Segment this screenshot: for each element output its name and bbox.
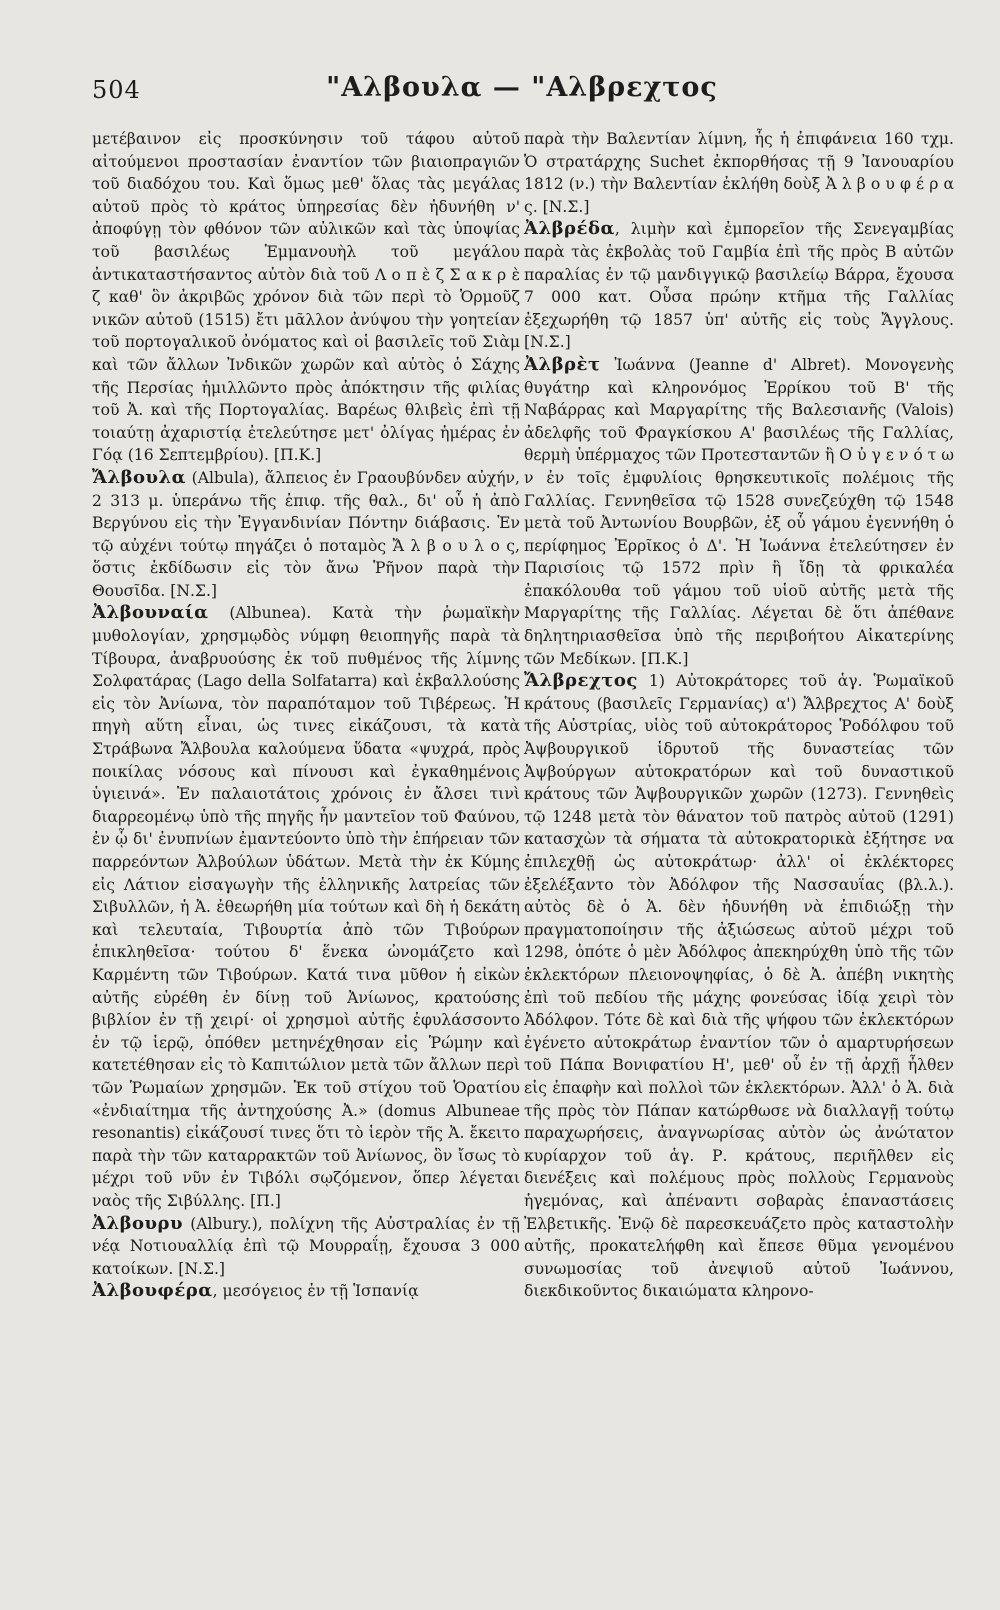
page-header [92,72,952,112]
entry-albunea [92,602,520,1212]
entry-text: , μεσόγειος ἐν τῇ Ἱσπανίᾳ [212,1282,419,1301]
entry-albreda [524,218,954,354]
entry-text: μετέβαινον εἰς προσκύνησιν τοῦ τάφου αὐτοῦ αἰτούμενοι προστασίαν ἐναντίον τῶν βιαιοπραγιῶν τοῦ διαδόχου του. Καὶ ὅμως μεθ' ὅλας τὰς μεγάλας αὐτοῦ πρὸς τὸ κράτος ὑπηρεσίας δὲν ἠδυνήθη ν' ἀποφύγῃ τὸν φθόνον τῶν αὐλικῶν καὶ τὰς ὑποψίας τοῦ βασιλέως Ἐμμανουὴλ τοῦ μεγάλου ἀντικαταστήσαντος αὐτὸν διὰ τοῦ Λ ο π ὲ ζ Σ α κ ρ ὲ ζ καθ' ὃν ἀκριβῶς χρόνον διὰ τῶν περὶ τὸ Ὁρμοῦζ νικῶν αὐτοῦ (1515) ἔτι μᾶλλον ἀνύψου τὴν γοητείαν τοῦ πορτογαλικοῦ ὀνόματος καὶ οἱ βασιλεῖς τοῦ Σιὰμ καὶ τῶν ἄλλων Ἰνδικῶν χωρῶν καὶ αὐτὸς ὁ Σάχης τῆς Περσίας ἡμιλλῶντο πρὸς ἀπόκτησιν τῆς φιλίας τοῦ Ἀ. καὶ τῆς Πορτογαλίας. Βαρέως θλιβεὶς ἐπὶ τῇ τοιαύτῃ ἀχαριστίᾳ ἐτελεύτησε μετ' ὀλίγας ἡμέρας ἐν Γόᾳ (16 Σεπτεμβρίου). [Π.Κ.] [92,130,520,465]
entry-albufera [92,1280,520,1303]
entry-headword: Ἀλβουρυ [92,1212,183,1234]
left-column [92,128,520,1303]
entry-headword: Ἄλβρεχτος [524,670,638,692]
entry-albret [524,354,954,670]
page-number: 504 [92,76,141,104]
entry-headword: Ἀλβουφέρα [92,1280,213,1302]
entry-headword: Ἀλβουναία [92,602,209,624]
entry-text: παρὰ τὴν Βαλεντίαν λίμνη, ἧς ἡ ἐπιφάνεια 160 τχμ. Ὁ στρατάρχης Suchet ἐκπορθήσας τῇ 9 Ἰανουαρίου 1812 (ν.) τὴν Βαλεντίαν ἐκλήθη δοὺξ Ἀ λ β ο υ φ έ ρ α ς. [Ν.Σ.] [524,130,954,216]
right-column [524,128,954,1303]
entry-headword: Ἀλβρέδα [524,218,615,240]
entry-headword: Ἀλβρὲτ [524,353,601,375]
entry-headword: Ἄλβουλα [92,466,187,488]
running-head: "Αλβουλα — "Αλβρεχτος [326,72,718,103]
entry-text: Ἰωάννα (Jeanne d' Albret). Μονογενὴς θυγάτηρ καὶ κληρονόμος Ἐρρίκου τοῦ Β' τῆς Ναβάρρας καὶ Μαργαρίτης τῆς Βαλεσιανῆς (Valois) ἀδελφῆς τοῦ Φραγκίσκου Α' βασιλέως τῆς Γαλλίας, θερμὴ ὑπέρμαχος τῶν Προτεσταντῶν ἢ Ο ὐ γ ε ν ό τ ω ν ἐν τοῖς ἐμφυλίοις θρησκευτικοῖς πολέμοις τῆς Γαλλίας. Γεννηθεῖσα τῷ 1528 συνεζεύχθη τῷ 1548 μετὰ τοῦ Ἀντωνίου Βουρβῶν, ἐξ οὗ γάμου ἐγεννήθη ὁ περίφημος Ἐρρῖκος ὁ Δ'. Ἡ Ἰωάννα ἐτελεύτησεν ἐν Παρισίοις τῷ 1572 πρὶν ἢ ἴδῃ τὰ φρικαλέα ἐπακόλουθα τοῦ γάμου τοῦ υἱοῦ αὐτῆς μετὰ τῆς Μαργαρίτης τῆς Γαλλίας. Λέγεται δὲ ὅτι ἀπέθανε δηλητηριασθεῖσα ὑπὸ τῆς περιβοήτου Αἰκατερίνης τῶν Μεδίκων. [Π.Κ.] [524,355,954,668]
entry-text: (Albury.), πολίχνη τῆς Αὐστραλίας ἐν τῇ νέᾳ Νοτιουαλλίᾳ ἐπὶ τῷ Μουρραΐῃ, ἔχουσα 3 000 κατοίκων. [Ν.Σ.] [92,1214,520,1278]
entry-continuation [524,128,954,218]
entry-albrecht [524,670,954,1303]
entry-continuation [92,128,520,467]
entry-text: (Albunea). Κατὰ τὴν ῥωμαϊκὴν μυθολογίαν, χρησμῳδὸς νύμφη θειοπηγῆς παρὰ τὰ Τίβουρα, ἀναβρυούσης ἐκ τοῦ πυθμένος τῆς λίμνης Σολφατάρας (Lago della Solfatarra) καὶ ἐκβαλλούσης εἰς τὸν Ἀνίωνα, τὸν παραπόταμον τοῦ Τιβέρεως. Ἡ πηγὴ αὕτη εἶναι, ὡς τινες εἰκάζουσι, τὰ κατὰ Στράβωνα Ἄλβουλα καλούμενα ὕδατα «ψυχρά, πρὸς ποικίλας νόσους καὶ πίνουσι καὶ ἐγκαθημένοις ὑγιεινά». Ἐν παλαιοτάτοις χρόνοις ἐν ἄλσει τινὶ διαρρεομένῳ ὑπὸ τῆς πηγῆς ἦν μαντεῖον τοῦ Φαύνου, ἐν ᾧ δι' ἐνυπνίων ἐμαντεύοντο ὑπὸ τὴν ἐπήρειαν τῶν παρρεόντων Ἀλβούλων ὑδάτων. Μετὰ τὴν ἐκ Κύμης εἰς Λάτιον εἰσαγωγὴν τῆς ἑλληνικῆς λατρείας τῶν Σιβυλλῶν, ἡ Ἀ. ἐθεωρήθη μία τούτων καὶ δὴ ἡ δεκάτη καὶ τελευταία, Τιβουρτία ἀπὸ τῶν Τιβούρων ἐπικληθεῖσα· τούτου δ' ἕνεκα ὠνομάζετο καὶ Καρμέντη τῶν Τιβούρων. Κατά τινα μῦθον ἡ εἰκὼν αὐτῆς εὑρέθη ἐν δίνῃ τοῦ Ἀνίωνος, κρατούσης βιβλίον ἐν τῇ χειρί· οἱ χρησμοὶ αὐτῆς ἐφυλάσσοντο ἐν τῷ ἱερῷ, ὁπόθεν μετηνέχθησαν εἰς Ῥώμην καὶ κατετέθησαν εἰς τὸ Καπιτώλιον μετὰ τῶν ἄλλων περὶ τῶν Ῥωμαίων χρησμῶν. Ἐκ τοῦ στίχου τοῦ Ὁρατίου «ἐνδιαίτημα τῆς ἀντηχούσης Ἀ.» (domus Albuneae resonantis) εἰκάζουσί τινες ὅτι τὸ ἱερὸν τῆς Ἀ. ἔκειτο παρὰ τὴν τῶν καταρρακτῶν τοῦ Ἀνίωνος, ὃν ἴσως τὸ μέχρι τοῦ νῦν ἐν Τιβόλι σῳζόμενον, ὅπερ λέγεται ναὸς τῆς Σιβύλλης. [Π.] [92,604,520,1210]
entry-text: , λιμὴν καὶ ἐμπορεῖον τῆς Σενεγαμβίας παρὰ τὰς ἐκβολὰς τοῦ Γαμβία ἐπὶ τῆς πρὸς Β αὐτῶν παραλίας ἐν τῷ μανδιγγικῷ βασιλείῳ Βάρρα, ἔχουσα 7 000 κατ. Οὖσα πρώην κτῆμα τῆς Γαλλίας ἐξεχωρήθη τῷ 1857 ὑπ' αὐτῆς εἰς τοὺς Ἄγγλους. [Ν.Σ.] [524,220,954,352]
entry-text: (Albula), ἄλπειος ἐν Γραουβύνδεν αὐχήν, 2 313 μ. ὑπεράνω τῆς ἐπιφ. τῆς θαλ., δι' οὗ ἡ ἀπὸ Βεργύνου εἰς τὴν Ἐγγανδινίαν Πόντην διάβασις. Ἐν τῷ αὐχένι τούτῳ πηγάζει ὁ ποταμὸς Ἄ λ β ο υ λ ο ς, ὅστις ἐκδίδωσιν εἰς τὸν ἄνω Ῥῆνον παρὰ τὴν Θουσῖδα. [Ν.Σ.] [92,468,520,600]
entry-text: 1) Αὐτοκράτορες τοῦ ἁγ. Ῥωμαϊκοῦ κράτους (βασιλεῖς Γερμανίας) α') Ἄλβρεχτος Α' δοὺξ τῆς Αὐστρίας, υἱὸς τοῦ αὐτοκράτορος Ῥοδόλφου τοῦ Ἀψβουργικοῦ ἱδρυτοῦ τῆς δυναστείας τῶν Ἀψβούργων αὐτοκρατόρων καὶ τοῦ δυναστικοῦ κράτους τῶν Ἀψβουργικῶν χωρῶν (1273). Γεννηθεὶς τῷ 1248 μετὰ τὸν θάνατον τοῦ πατρὸς αὐτοῦ (1291) κατασχὼν τὰ σήματα τὰ αὐτοκρατορικὰ ἐξήτησε να ἐπιλεχθῇ ὡς αὐτοκράτωρ· ἀλλ' οἱ ἐκλέκτορες ἐξελέξαντο τὸν Ἀδόλφον τῆς Νασσαυΐας (βλ.λ.). αὐτὸς δὲ ὁ Ἀ. δὲν ἠδυνήθη νὰ ἐπιδιώξῃ τὴν πραγματοποίησιν τῆς ἀξιώσεως αὐτοῦ μέχρι τοῦ 1298, ὁπότε ὁ μὲν Ἀδόλφος ἀπεκηρύχθη ὑπὸ τῆς τῶν ἐκλεκτόρων πλειονοψηφίας, ὁ δὲ Ἀ. ἀπέβη νικητὴς ἐπὶ τοῦ πεδίου τῆς μάχης φονεύσας ἰδίᾳ χειρὶ τὸν Ἀδόλφον. Τότε δὲ καὶ διὰ τῆς ψήφου τῶν ἐκλεκτόρων ἐγένετο αὐτοκράτωρ ἐναντίον τῶν ὁ αμαρτυρήσεων τοῦ Πάπα Βονιφατίου Η', μεθ' οὗ ἐν τῇ ἀρχῇ ἦλθεν εἰς ἐπαφὴν καὶ πολλοὶ τῶν ἐκλεκτόρων. Ἀλλ' ὁ Ἀ. διὰ τῆς πρὸς τὸν Πάπαν κατώρθωσε νὰ διαλλαγῇ τούτῳ παραχωρήσεις, ἀναγνωρίσας αὐτὸν ὡς ἀνώτατον κυρίαρχον τοῦ ἁγ. Ρ. κράτους, περιῆλθεν εἰς διενέξεις καὶ πολέμους πρὸς πολλοὺς Γερμανοὺς ἡγεμόνας, καὶ ἀπέναντι σοβαρὰς ἐπαναστάσεις Ἐλβετικῆς. Ἐνῷ δὲ παρεσκευάζετο πρὸς καταστολὴν αὐτῆς, προκατελήφθη καὶ ἔπεσε θῦμα γενομένου συνωμοσίας τοῦ ἀνεψιοῦ αὐτοῦ Ἰωάννου, διεκδικοῦντος δικαιώματα κληρονο- [524,672,954,1301]
entry-albury [92,1213,520,1281]
entry-albula [92,467,520,603]
